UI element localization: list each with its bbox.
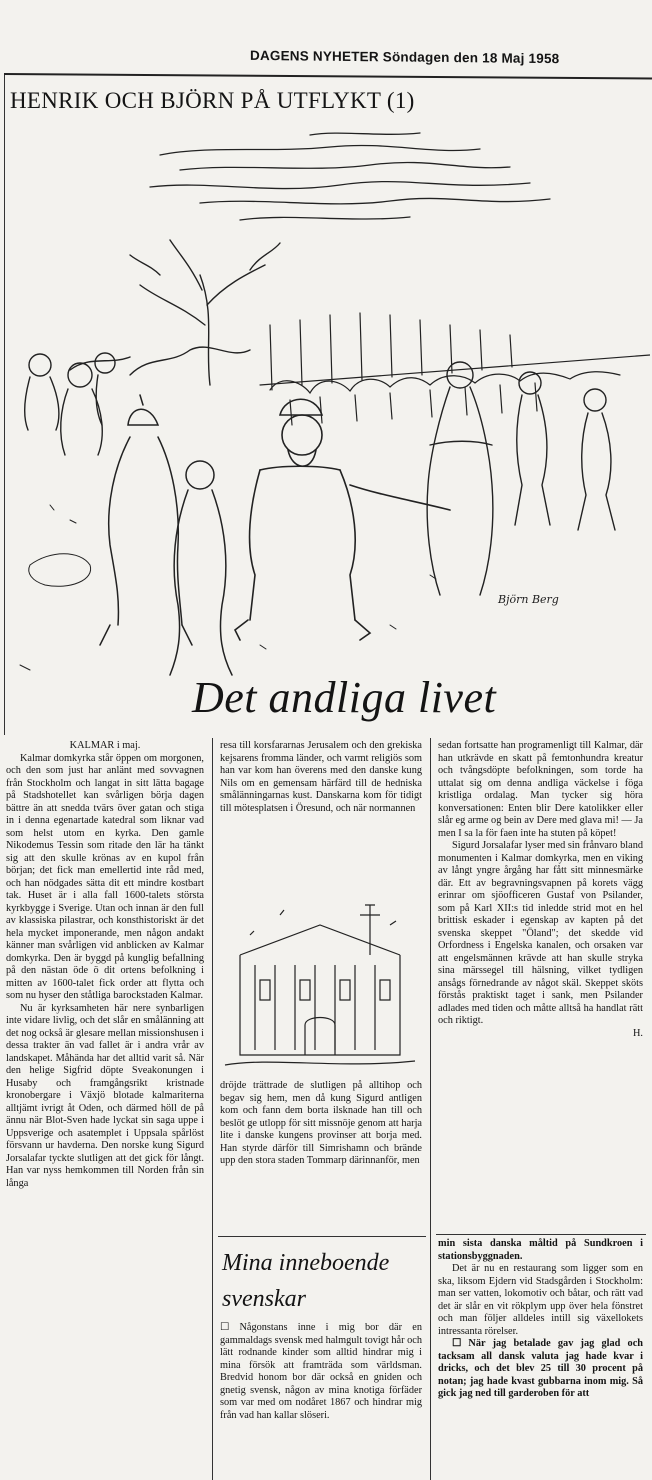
sky-scribbles	[150, 133, 550, 220]
col3-paragraph-5: ☐ När jag betalade gav jag glad och tacksam all dansk valuta jag hade kvar i dricks, och det blev 25 till 30 procent på notan; jag hade kvast gubbarna inom mig. Så gick jag ned till garderoben för att	[438, 1338, 643, 1399]
mina-column	[220, 1322, 422, 1480]
ground-scribbles	[20, 505, 436, 670]
article-column-2-middle	[220, 1080, 422, 1230]
viking-king	[235, 399, 450, 640]
col3-paragraph-3: min sista danska måltid på Sundkroen i stationsbyggnaden.	[438, 1238, 643, 1262]
col3-paragraph-2: Sigurd Jorsalafar lyser med sin frånvaro bland monumenten i Kalmar domkyrka, men en viking av långt yngre årgång har fått sitt minnesmärke där. Ett av begravningsvapnen på korets vägg erinrar om sjöofficeren Gustaf von Psilander, som på Karl XII:s tid inledde strid mot en hel brittisk eskader i egenskap av kapten på det svenska skeppet "Öland"; det skedde vid Orfordness i Engelska kanalen, och orsaken var att engelsmännen krävde att han skulle stryka sina märssegel till hälsning, vilket tydligen ansågs förnedrande av något skäl. Skeppet sköts förstås praktiskt taget i sank, men Psilander adlades med tiden och måtte alltså ha handlat rätt och riktigt.	[438, 840, 643, 1026]
headline: HENRIK OCH BJÖRN PÅ UTFLYKT (1)	[10, 88, 415, 113]
col3-paragraph-4: Det är nu en restaurang som ligger som en ska, liksom Ejdern vid Stadsgården i Stockholm: man ser vatten, lokomotiv och båtar, och rätt vad det är slår en vit rökplym upp över hela fönstret och man följer alldeles intill sig växellokets intressanta rörelser.	[438, 1263, 643, 1337]
viking-illustration	[10, 125, 650, 725]
mina-text: ☐ Någonstans inne i mig bor där en gammaldags svensk med halmgult tovigt hår och lätt rodnande kinder som alltid hindrar mig i mina försök att framträda som världsman. Bredvid honom bor där också en gniden och gnetig svensk, någon av mina knotiga förfäder som var med om nodåret 1867 och hindrar mig från vad han kallar slöseri.	[220, 1322, 422, 1421]
tree	[70, 240, 280, 385]
col2-top-text: resa till korsfararnas Jerusalem och den grekiska kejsarens fromma länder, och varmt religiös som han var kom han överens med den danske kung Nils om en gemensam härfärd till de hedniska smålänningarnas kust. Danskarna kom för tidigt till mötesplatsen i Öresund, och när normannen	[220, 740, 422, 814]
col3-paragraph-1: sedan fortsatte han programenligt till Kalmar, där han utkrävde en skatt på femtonhundra kreatur och tvångsdöpte befolkningen, som torde ha uttalat sig om denna andliga väckelse i föga kristliga ordalag. Man tycker sig höra konversationen: Enten blir Dere katolikker eller slår eg arme og bein av Dere med glava mi! — Ja men I sa la för faen inte ha stuten på köpet!	[438, 740, 643, 839]
article-column-3	[438, 740, 643, 1240]
article-column-3-lower	[438, 1238, 643, 1480]
masthead: DAGENS NYHETER Söndagen den 18 Maj 1958	[250, 47, 560, 67]
mina-heading: Mina inneboende svenskar	[222, 1250, 390, 1312]
column-rule-1	[212, 738, 213, 1480]
right-figures	[515, 372, 615, 530]
section-rule-col3	[436, 1234, 646, 1235]
cathedral-sketch	[220, 885, 420, 1075]
col1-paragraph-1: Kalmar domkyrka står öppen om morgonen, och den som just har anlänt med sovvagnen från Stockholm och langat in sitt lätta bagage på Stadshotellet kan svårligen börja dagen bättre än att snedda tvärs över gatan och stiga in i denna egenartade katedral som liknar vad som helst utom en kyrka. Den gamle Nikodemus Tessin som ritade den lär ha tänkt sig att den skulle krönas av en kupol från början; det fick man emellertid inte råd med, och han nödgades sätta dit ett mindre kostbart tak. Huset är i alla fall 1600-talets största kyrkbygge i Sverige. Utan och innan är den full av klassiska pilastrar, och konsthistoriskt är det hela mycket imponerande, men någon andakt känner man svårligen vid anblicken av Kalmar domkyrka. Den är byggd på kunglig befallning på den nästan öde ö dit ortens befolkning i mitten av 1600-talet fick order att flytta och som nu hyser den ståtliga barockstaden Kalmar.	[6, 752, 204, 1001]
viking-left-group	[25, 353, 115, 455]
article-column-1	[6, 740, 204, 1480]
section-rule-col2	[218, 1236, 426, 1237]
subhead: Det andliga livet	[192, 673, 497, 722]
col1-paragraph-2: Nu är kyrksamheten här nere synbarligen inte vidare livlig, och det slår en smålänning att det nog också är glesare mellan missionshusen i dessa trakter än vad fallet är i andra vrår av landskapet. Måhända har det alltid varit så. När den helige Sigfrid döpte Sveakonungen i Husaby och framgångsrikt kristnade kronobergare i Växjö blotade kalmariterna alltjämt ivrigt åt Oden, och därmed höll de på ännu när Blot-Sven hade lyckat sin saga uppe i Uppsverige och asatemplet i Uppsala spårlöst försvann ur havderna. Den norske kung Sigurd Jorsalafar tyckte slutligen att det gick för långt. Han var nyss hemkommen till Norden från sin långa	[6, 1002, 204, 1189]
viking-boy	[170, 461, 232, 675]
left-frame-rule	[4, 75, 5, 735]
article-column-2-top	[220, 740, 422, 880]
col2-middle-text: dröjde trättrade de slutligen på alltihop och begav sig hem, men då kung Sigurd antligen kom och fann dem borta ilsknade han till och beslöt ge utlopp för sitt missnöje genom att harja lite i danske kungens provinser att borja med. Han styrde därför till Simrishamn och brände upp den stora staden Tommarp därinnanför, men	[220, 1080, 422, 1166]
column-rule-2	[430, 738, 431, 1480]
woman-figure	[427, 362, 493, 595]
author-signature: H.	[632, 1027, 643, 1039]
illustration-signature: Björn Berg	[498, 593, 559, 606]
top-rule	[4, 73, 652, 80]
dateline: KALMAR i maj.	[69, 740, 141, 751]
